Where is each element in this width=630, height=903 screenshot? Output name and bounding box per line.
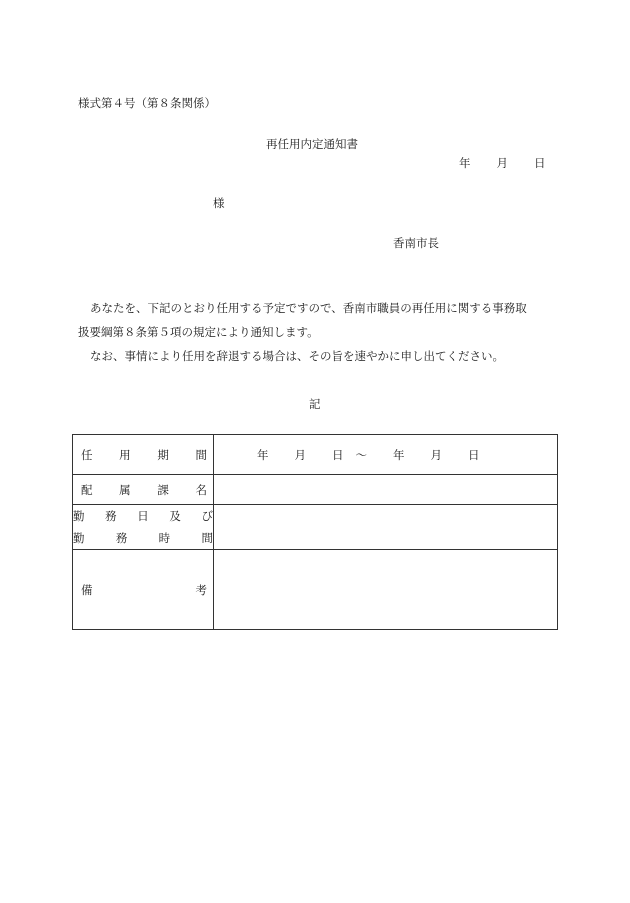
label-char: 配 (81, 482, 93, 497)
value-department[interactable] (214, 475, 558, 505)
period-start-day: 日 (332, 447, 344, 462)
label-char: 課 (157, 482, 169, 497)
period-start-month: 月 (294, 447, 306, 462)
label-char: 間 (201, 531, 213, 545)
date-year: 年 (459, 156, 471, 170)
body-line-1: あなたを、下記のとおり任用する予定ですので、香南市職員の再任用に関する事務取 (90, 301, 527, 315)
label-char: 考 (195, 582, 207, 597)
table-row-period (73, 435, 558, 475)
label-char: 務 (105, 509, 117, 523)
document-title: 再任用内定通知書 (266, 137, 358, 151)
label-char: 属 (119, 482, 131, 497)
issue-date (459, 158, 546, 170)
value-remarks[interactable] (214, 550, 558, 630)
label-char: 日 (137, 509, 149, 523)
form-number: 様式第４号（第８条関係） (78, 96, 216, 110)
label-char: 時 (158, 531, 171, 545)
label-char: 備 (81, 582, 93, 597)
value-work-schedule[interactable] (214, 505, 558, 550)
body-paragraph-2 (78, 344, 554, 368)
label-department (73, 475, 214, 505)
label-char: 任 (81, 447, 93, 462)
label-char: 勤 (73, 509, 85, 523)
label-char: 用 (119, 447, 131, 462)
date-month: 月 (496, 156, 508, 170)
notice-body (78, 296, 554, 368)
label-char: 名 (195, 482, 207, 497)
label-char: 期 (157, 447, 169, 462)
label-char: 務 (115, 531, 128, 545)
body-paragraph-1 (78, 296, 554, 344)
period-start-year: 年 (257, 447, 269, 462)
date-day: 日 (534, 156, 546, 170)
label-work-schedule (73, 505, 214, 550)
table-row-remarks (73, 550, 558, 630)
appointment-details-table (72, 434, 558, 630)
label-char: 及 (169, 509, 181, 523)
period-tilde: ～ (355, 447, 367, 462)
label-char: 勤 (73, 531, 85, 545)
body-line-2: 扱要綱第８条第５項の規定により通知します。 (78, 325, 319, 339)
sender-name: 香南市長 (393, 236, 439, 250)
period-end-month: 月 (430, 447, 442, 462)
table-row-department (73, 475, 558, 505)
value-period[interactable] (214, 435, 558, 475)
addressee-suffix: 様 (213, 196, 225, 210)
label-remarks (73, 550, 214, 630)
label-period (73, 435, 214, 475)
ki-heading: 記 (309, 397, 321, 411)
table-row-work-schedule (73, 505, 558, 550)
period-end-year: 年 (393, 447, 405, 462)
label-char: 間 (195, 447, 207, 462)
period-end-day: 日 (468, 447, 480, 462)
body-line-3: なお、事情により任用を辞退する場合は、その旨を速やかに申し出てください。 (90, 349, 504, 363)
label-char: び (201, 509, 213, 523)
